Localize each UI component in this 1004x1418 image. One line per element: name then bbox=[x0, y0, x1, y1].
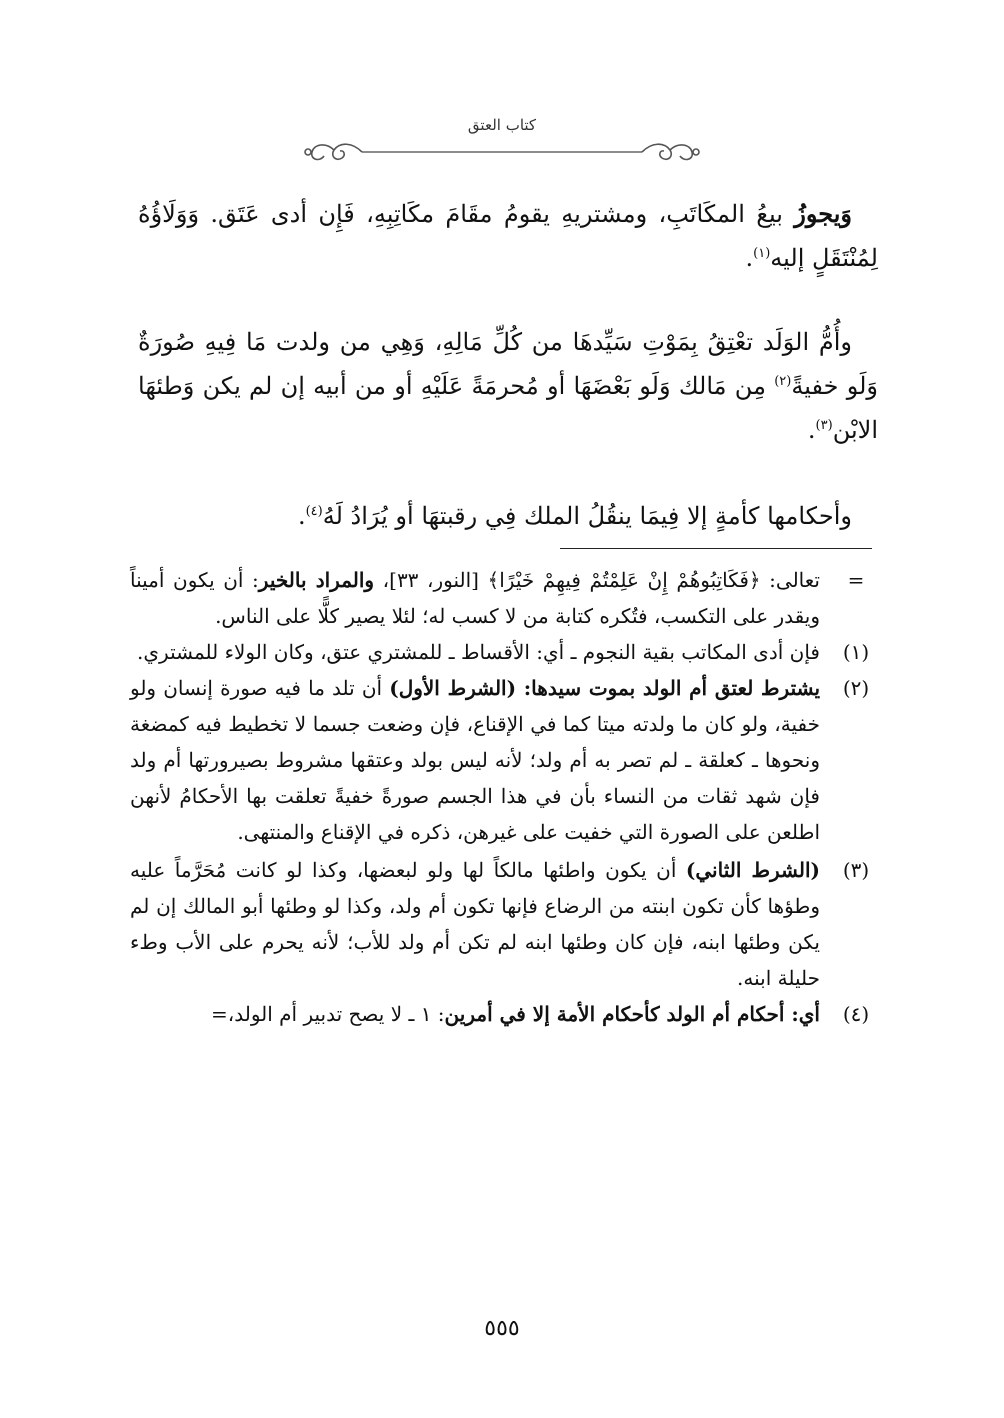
footnote-text: أن يكون واطئها مالكاً لها ولو لبعضها، وكذا لو كانت مُحَرَّماً عليه وطؤها كأن تكون ابنته من الرضاع فإنها تكون أم ولد، وكذا لو وطئها أبو المالك إن لم يكن وطئها ابنه، فإن كان وطئها ابنه لم تكن أم ولد للأب؛ لأنه يحرم على الأب وطء حليلة ابنه. bbox=[130, 858, 820, 990]
footnote-continuation bbox=[130, 562, 878, 634]
footnote-text: فإن أدى المكاتب بقية النجوم ـ أي: الأقساط ـ للمشتري عتق، وكان الولاء للمشتري. bbox=[137, 640, 820, 664]
footnote-text: أن تلد ما فيه صورة إنسان ولو خفية، ولو كان ما ولدته ميتا كما في الإقناع، فإن وضعت جسما لا تخطيط فيه كمضغة ونحوها ـ كعلقة ـ لم تصر به أم ولد؛ لأنه ليس بولد وعتقها مشروط بصيرورتها أم ولد فإن شهد ثقات من النساء بأن في هذا الجسم صورةً خفيةً تعلقت بها الأحكامُ لأنهن اطلعن على الصورة التي خفيت على غيرهن، ذكره في الإقناع والمنتهى. bbox=[130, 676, 820, 844]
footnote-text: : ١ ـ لا يصح تدبير أم الولد،= bbox=[211, 1002, 445, 1026]
footnote-4 bbox=[130, 996, 878, 1032]
footnote-1 bbox=[130, 634, 878, 670]
paragraph-text: وأُمُّ الوَلَد تعْتِقُ بِمَوْتِ سَيِّدهَا من كُلِّ مَالِهِ، وَهِي من ولدت مَا فِيهِ صُورَةٌ وَلَو خفيةً bbox=[138, 328, 878, 400]
footnote-number: (٣) bbox=[842, 858, 870, 882]
footnote-bold-text: يشترط لعتق أم الولد بموت سيدها: (الشرط الأول) bbox=[389, 676, 821, 700]
footnote-bold-text: (الشرط الثاني) bbox=[685, 858, 820, 882]
header-ornament-icon bbox=[300, 138, 704, 166]
footnote-3 bbox=[130, 852, 878, 996]
punctuation: . bbox=[297, 502, 306, 530]
footnote-bold-text: أي: أحكام أم الولد كأحكام الأمة إلا في أمرين bbox=[444, 1002, 820, 1026]
footnote-ref-4[interactable]: (٤) bbox=[305, 504, 323, 519]
main-paragraph-3 bbox=[138, 494, 878, 538]
footnote-number: = bbox=[847, 568, 865, 592]
punctuation: . bbox=[807, 416, 816, 444]
footnote-number: (٤) bbox=[842, 1002, 870, 1026]
footnote-bold-text: والمراد بالخير bbox=[258, 568, 375, 592]
main-paragraph-1 bbox=[138, 192, 878, 280]
footnotes-section bbox=[130, 562, 878, 1032]
footnote-2 bbox=[130, 670, 878, 850]
paragraph-text: وأحكامها كأمةٍ إلا فِيمَا ينقُلُ الملك فِي رقبتهَا أو يُرَادُ لَهُ bbox=[322, 502, 852, 530]
paragraph-text: بيعُ المكَاتَبِ، ومشتريهِ يقومُ مقَامَ مكَاتِبِهِ، فَإِن أدى عَتَق. وَوَلَاؤُهُ لِمُنْتَقَلٍ إليه bbox=[138, 200, 878, 272]
paragraph-text-continued: مِن مَالك وَلَو بَعْضَهَا أو مُحرمَةً عَلَيْهِ أو من أبيه إن لم يكن وَطئهَا الابْن bbox=[138, 372, 878, 444]
page-number: ٥٥٥ bbox=[484, 1316, 520, 1341]
main-paragraph-2 bbox=[138, 320, 878, 452]
footnote-number: (٢) bbox=[842, 676, 870, 700]
footnote-ref-2[interactable]: (٢) bbox=[774, 374, 792, 389]
footnote-ref-3[interactable]: (٣) bbox=[815, 418, 833, 433]
footnote-divider bbox=[560, 548, 872, 549]
footnote-ref-1[interactable]: (١) bbox=[753, 246, 771, 261]
footnote-text: تعالى: ﴿فَكَاتِبُوهُمْ إِنْ عَلِمْتُمْ فِيهِمْ خَيْرًا﴾ [النور، ٣٣]، bbox=[374, 568, 820, 592]
footnote-number: (١) bbox=[842, 640, 870, 664]
paragraph-lead-word: وَيجوزُ bbox=[794, 199, 852, 228]
footnote-text: : أن يكون أميناً ويقدر على التكسب، فتُكره كتابة من لا كسب له؛ لئلا يصير كلًّا على الناس. bbox=[130, 568, 820, 628]
punctuation: . bbox=[745, 244, 754, 272]
running-header-title: كتاب العتق bbox=[467, 116, 537, 134]
